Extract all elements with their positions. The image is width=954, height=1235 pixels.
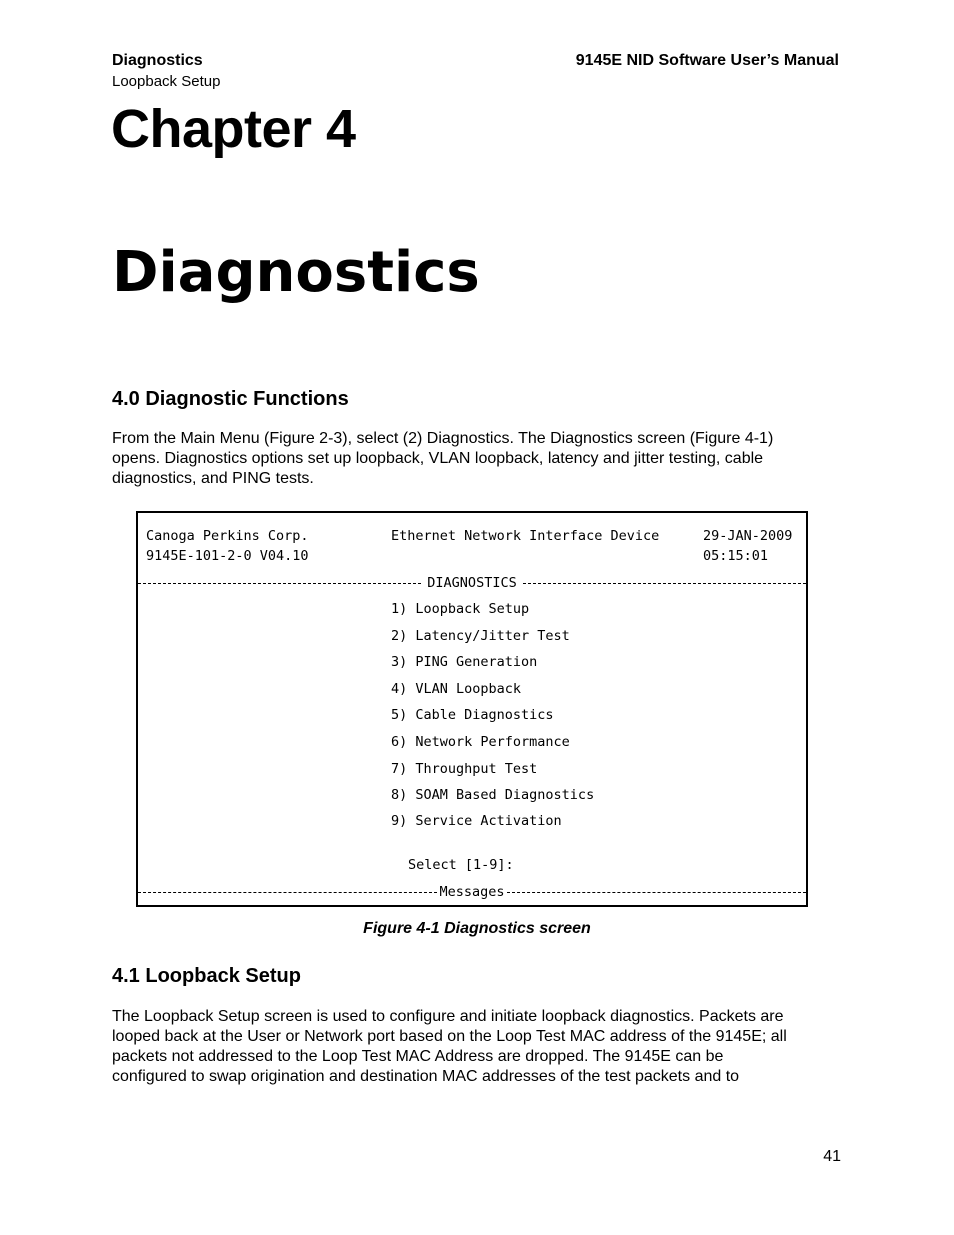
section-heading-4-1: 4.1 Loopback Setup: [112, 965, 301, 987]
paragraph-line: looped back at the User or Network port based on the Loop Test MAC address of the 9145E; all: [112, 1028, 787, 1045]
paragraph-line: diagnostics, and PING tests.: [112, 470, 314, 487]
screen-time: 05:15:01: [703, 548, 769, 564]
screen-company: Canoga Perkins Corp.: [146, 528, 309, 544]
menu-item-vlan-loopback[interactable]: 4) VLAN Loopback: [391, 681, 522, 697]
menu-item-service-activation[interactable]: 9) Service Activation: [391, 813, 562, 829]
running-header-section: Loopback Setup: [112, 73, 221, 90]
menu-item-network-performance[interactable]: 6) Network Performance: [391, 734, 570, 750]
banner-dash-left: [138, 583, 421, 584]
menu-item-loopback-setup[interactable]: 1) Loopback Setup: [391, 601, 530, 617]
messages-label: Messages: [439, 884, 505, 900]
diagnostics-banner: [138, 575, 806, 591]
section-heading-4-0: 4.0 Diagnostic Functions: [112, 388, 349, 410]
screen-date: 29-JAN-2009: [703, 528, 793, 544]
paragraph-line: From the Main Menu (Figure 2-3), select (2) Diagnostics. The Diagnostics screen (Figure 4-1): [112, 430, 774, 447]
messages-dash-left: [138, 892, 437, 893]
menu-item-throughput-test[interactable]: 7) Throughput Test: [391, 761, 538, 777]
page-number: 41: [823, 1148, 841, 1165]
screen-device-name: Ethernet Network Interface Device: [391, 528, 660, 544]
running-header-chapter: Diagnostics: [112, 52, 203, 69]
select-prompt[interactable]: Select [1-9]:: [408, 857, 514, 873]
paragraph-line: packets not addressed to the Loop Test MAC Address are dropped. The 9145E can be: [112, 1048, 724, 1065]
section-4-1-paragraph: [112, 1007, 842, 1087]
chapter-title: Diagnostics: [112, 240, 480, 305]
chapter-label: Chapter 4: [111, 99, 356, 159]
messages-bar: [138, 884, 806, 900]
paragraph-line: configured to swap origination and destination MAC addresses of the test packets and to: [112, 1068, 740, 1085]
messages-dash-right: [507, 892, 806, 893]
section-4-0-paragraph: [112, 429, 842, 489]
screen-model-version: 9145E-101-2-0 V04.10: [146, 548, 309, 564]
banner-dash-right: [523, 583, 806, 584]
figure-caption: Figure 4-1 Diagnostics screen: [363, 920, 591, 937]
running-header-manual-title: 9145E NID Software User’s Manual: [575, 52, 839, 69]
menu-item-ping-generation[interactable]: 3) PING Generation: [391, 654, 538, 670]
menu-item-latency-jitter-test[interactable]: 2) Latency/Jitter Test: [391, 628, 570, 644]
paragraph-line: opens. Diagnostics options set up loopback, VLAN loopback, latency and jitter testing, cable: [112, 450, 764, 467]
banner-label: DIAGNOSTICS: [427, 575, 517, 591]
menu-item-soam-based-diagnostics[interactable]: 8) SOAM Based Diagnostics: [391, 787, 595, 803]
menu-item-cable-diagnostics[interactable]: 5) Cable Diagnostics: [391, 707, 554, 723]
diagnostics-terminal-screen: [136, 511, 808, 907]
paragraph-line: The Loopback Setup screen is used to configure and initiate loopback diagnostics. Packets are: [112, 1008, 784, 1025]
